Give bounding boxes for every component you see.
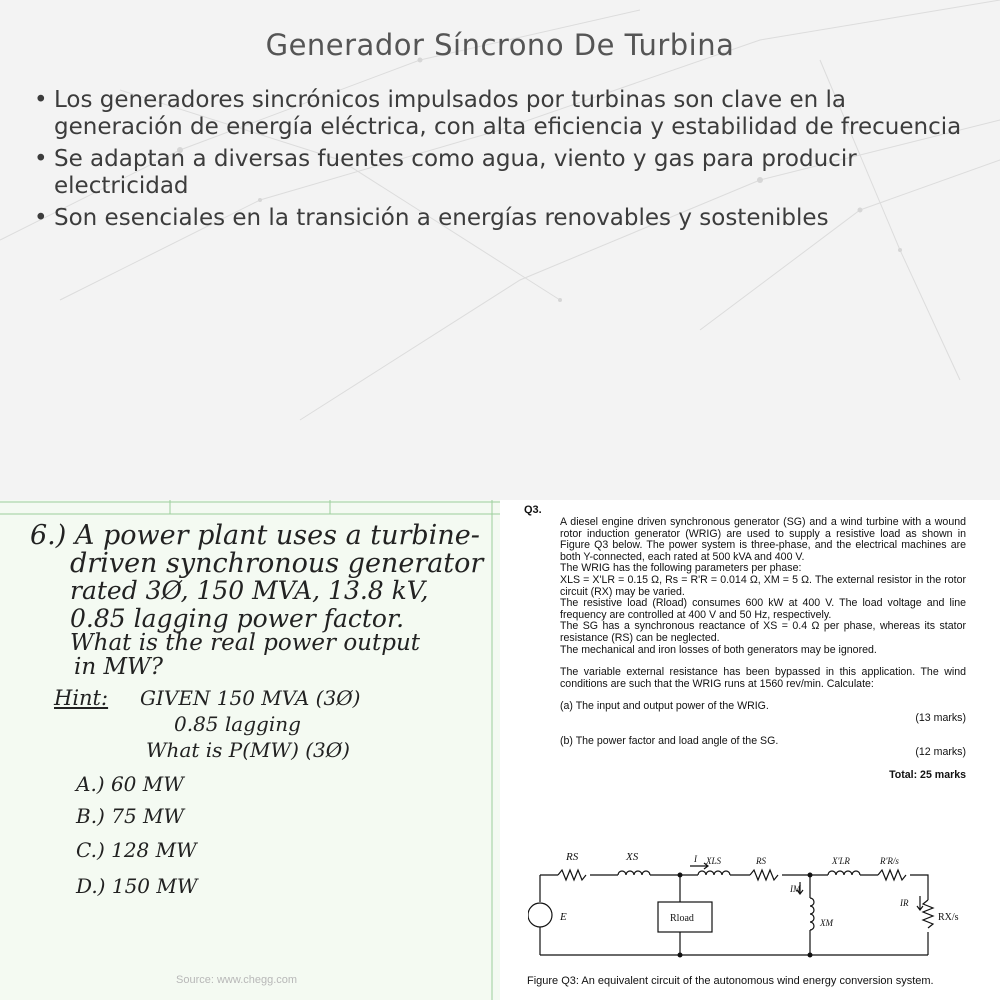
page-title: Generador Síncrono De Turbina [265, 28, 735, 62]
circuit-diagram [528, 840, 978, 965]
question-paragraph: The resistive load (Rload) consumes 600 kW at 400 V. The load voltage and line frequency are controlled at 400 V and 50 Hz, respectively. [560, 597, 966, 621]
exam-question-image [500, 500, 1000, 1000]
resistor-rx [923, 900, 933, 928]
label-rs2: RS [756, 856, 766, 866]
handwritten-line: What is the real power output [70, 630, 421, 656]
resistor-rs2 [750, 870, 778, 880]
handwritten-problem-image [0, 500, 500, 1000]
label-i: I [694, 854, 697, 864]
question-text [560, 517, 966, 781]
image-row [0, 500, 1000, 1000]
answer-option: B.) 75 MW [76, 804, 185, 828]
source-credit: Source: www.chegg.com [176, 974, 298, 986]
resistor-rr [878, 870, 906, 880]
label-xs: XS [626, 851, 639, 863]
bullet-item: • Son esenciales en la transición a energías renovables y sostenibles [34, 205, 974, 232]
handwritten-line: 6.) A power plant uses a turbine- [30, 520, 480, 551]
answer-option: A.) 60 MW [76, 772, 184, 796]
hint-line: What is P(MW) (3Ø) [146, 738, 350, 762]
question-paragraph: The WRIG has the following parameters per phase: [560, 562, 802, 575]
question-paragraph: A diesel engine driven synchronous generator (SG) and a wind turbine with a wound rotor induction generator (WRIG) are used to supply a resistive load as shown in Figure Q3 below. The power system is three-phase, and the electrical machines are both Y-connected, each rated at 500 kVA and 400 V. [560, 516, 966, 563]
bullet-list [34, 87, 974, 237]
label-rload: Rload [670, 913, 694, 924]
label-im: IM [790, 884, 801, 894]
voltage-source [528, 903, 552, 927]
handwritten-line: 0.85 lagging power factor. [70, 604, 405, 633]
question-paragraph: XLS = X'LR = 0.15 Ω, Rs = R'R = 0.014 Ω, XM = 5 Ω. The external resistor in the rotor circuit (RX) may be varied. [560, 573, 966, 598]
figure-caption: Figure Q3: An equivalent circuit of the autonomous wind energy conversion system. [527, 975, 934, 987]
label-e: E [560, 911, 567, 923]
handwritten-line: rated 3Ø, 150 MVA, 13.8 kV, [70, 576, 429, 605]
question-paragraph: The mechanical and iron losses of both generators may be ignored. [560, 643, 877, 656]
handwritten-line: driven synchronous generator [70, 548, 484, 579]
inductor-xm [810, 898, 814, 930]
label-ir: IR [900, 898, 909, 908]
hint-line: 0.85 lagging [174, 712, 301, 736]
answer-option: C.) 128 MW [76, 838, 197, 862]
label-xlr: X'LR [832, 856, 850, 866]
question-number: Q3. [524, 504, 542, 516]
label-rs: RS [566, 851, 579, 863]
hint-label: Hint: [54, 686, 109, 710]
bullet-item: • Se adaptan a diversas fuentes como agua, viento y gas para producir electricidad [34, 146, 974, 200]
inductor-xlr [828, 871, 860, 875]
question-paragraph: The variable external resistance has been bypassed in this application. The wind conditions are such that the WRIG runs at 1560 rev/min. Calculate: [560, 666, 966, 690]
total-marks: Total: 25 marks [889, 768, 966, 781]
inductor-xls [698, 871, 730, 875]
handwritten-line: in MW? [74, 654, 164, 680]
hint-line: GIVEN 150 MVA (3Ø) [140, 686, 361, 710]
marks-a: (13 marks) [915, 711, 966, 724]
label-rxs: RX/s [938, 912, 959, 923]
inductor-xs [618, 871, 650, 875]
label-rrs: R'R/s [880, 856, 899, 866]
marks-b: (12 marks) [915, 746, 966, 759]
answer-option: D.) 150 MW [76, 874, 198, 898]
resistor-rs [558, 870, 586, 880]
part-b: (b) The power factor and load angle of the SG. [560, 734, 779, 747]
part-a: (a) The input and output power of the WRIG. [560, 700, 769, 713]
label-xls: XLS [706, 856, 722, 866]
bullet-item: • Los generadores sincrónicos impulsados por turbinas son clave en la generación de energía eléctrica, con alta eficiencia y estabilidad de frecuencia [34, 87, 974, 141]
label-xm: XM [820, 918, 833, 928]
question-paragraph: The SG has a synchronous reactance of XS = 0.4 Ω per phase, whereas its stator resistance (RS) can be neglected. [560, 620, 966, 644]
